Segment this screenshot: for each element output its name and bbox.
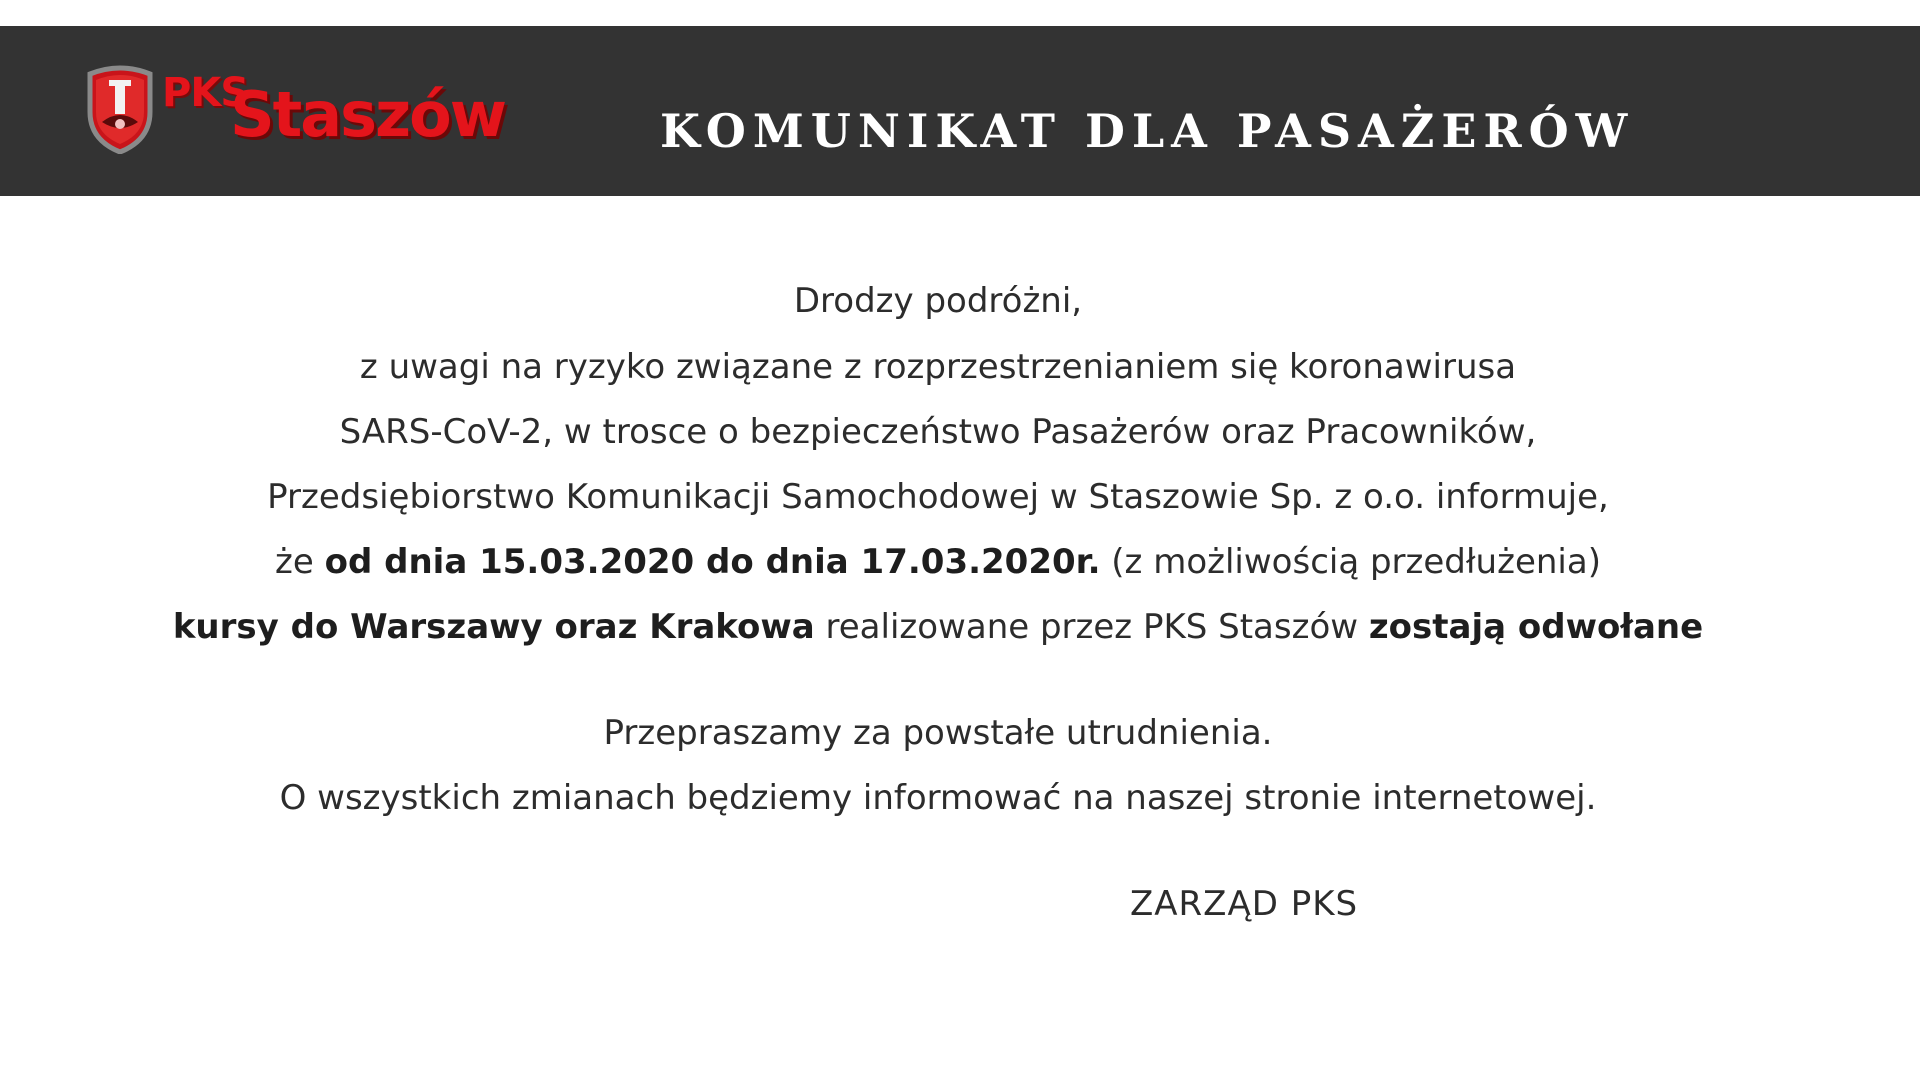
cancellation-line — [0, 607, 1876, 647]
message-line-4: Przedsiębiorstwo Komunikacji Samochodowej w Staszowie Sp. z o.o. informuje, — [267, 477, 1609, 517]
routes-bold: kursy do Warszawy oraz Krakowa — [172, 607, 815, 647]
date-range-bold: od dnia 15.03.2020 do dnia 17.03.2020r. — [324, 542, 1101, 582]
logo-pks-text: PKS — [162, 70, 249, 116]
apology-line: Przepraszamy za powstałe utrudnienia. — [603, 713, 1273, 753]
date-range-suffix: (z możliwością przedłużenia) — [1100, 542, 1601, 582]
pks-staszow-logo — [82, 60, 542, 170]
coat-of-arms-icon — [82, 64, 158, 154]
signature: ZARZĄD PKS — [1130, 884, 1359, 924]
date-range-line — [0, 542, 1876, 582]
date-range-prefix: że — [275, 542, 325, 582]
page-title: KOMUNIKAT DLA PASAŻERÓW — [660, 104, 1635, 158]
logo-staszow-text: Staszów — [230, 78, 505, 151]
message-line-2: z uwagi na ryzyko związane z rozprzestrzenianiem się koronawirusa — [359, 347, 1517, 387]
message-line-3: SARS-CoV-2, w trosce o bezpieczeństwo Pasażerów oraz Pracowników, — [339, 412, 1537, 452]
greeting-line: Drodzy podróżni, — [793, 281, 1083, 321]
info-line: O wszystkich zmianach będziemy informować na naszej stronie internetowej. — [279, 778, 1597, 818]
header-bar — [0, 26, 1920, 196]
cancelled-bold: zostają odwołane — [1368, 607, 1704, 647]
cancellation-middle: realizowane przez PKS Staszów — [814, 607, 1369, 647]
